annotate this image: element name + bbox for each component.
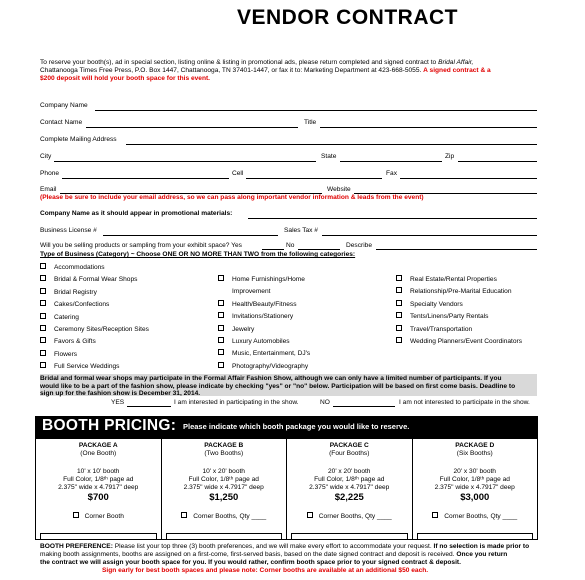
business-type-heading: Type of Business (Category) ~ Choose ONE OR NO MORE THAN TWO from the following categories:: [40, 251, 356, 258]
category-health-beauty[interactable]: Health/Beauty/Fitness: [218, 300, 297, 308]
booth-pricing-bar: [35, 416, 538, 438]
category-luxury-automobiles[interactable]: Luxury Automobiles: [218, 337, 290, 345]
booth-pricing-subtitle: Please indicate which booth package you would like to reserve.: [183, 422, 410, 431]
category-jewelry[interactable]: Jewelry: [218, 325, 254, 333]
fax-field[interactable]: [400, 178, 537, 179]
category-invitations[interactable]: Invitations/Stationery: [218, 312, 293, 320]
category-home-furnishings[interactable]: Home Furnishings/Home: [218, 275, 305, 283]
category-relationship[interactable]: Relationship/Pre-Marital Education: [396, 287, 512, 295]
fashion-text: Bridal and formal wear shops may participate in the Formal Affair Fashion Show, although we can only have a limited number of participants. If you would like to be a part of the fashion show, please indicate by checking "yes" or "no" below. Participation will be based on first come basis. Deadline to sign up for the fashion show is December 31, 2014.: [40, 375, 516, 398]
category-flowers[interactable]: Flowers: [40, 350, 77, 358]
page-title: VENDOR CONTRACT: [237, 6, 458, 29]
package-c[interactable]: PACKAGE C (Four Booths) 20' x 20' booth Full Color, 1/8ᵗʰ page ad 2.375" wide x 4.7917" deep $2,225 Corner Booths, Qty ____: [287, 439, 413, 539]
describe-label: Describe: [346, 242, 373, 249]
promo-name-field[interactable]: [248, 218, 537, 219]
package-a[interactable]: PACKAGE A (One Booth) 10' x 10' booth Full Color, 1/8ᵗʰ page ad 2.375" wide x 4.7917" deep $700 Corner Booth: [36, 439, 162, 539]
promo-name-label: Company Name as it should appear in promotional materials:: [40, 210, 233, 217]
describe-field[interactable]: [376, 249, 537, 250]
package-a-corner[interactable]: Corner Booth: [36, 512, 161, 520]
package-d-corner[interactable]: Corner Booths, Qty ____: [413, 512, 538, 520]
package-d-price: $3,000: [460, 492, 490, 503]
intro-line2-red: A signed contract & a: [423, 67, 491, 74]
mailing-address-field[interactable]: [126, 144, 537, 145]
city-label: City: [40, 153, 52, 160]
fashion-yes-field[interactable]: [127, 406, 171, 407]
category-bridal-registry[interactable]: Bridal Registry: [40, 288, 97, 296]
zip-label: Zip: [445, 153, 455, 160]
package-b-price: $1,250: [209, 492, 239, 503]
email-label: Email: [40, 186, 57, 193]
category-favors-gifts[interactable]: Favors & Gifts: [40, 337, 96, 345]
title-field[interactable]: [320, 127, 537, 128]
cell-label: Cell: [232, 170, 244, 177]
email-note: (Please be sure to include your email address, so we can pass along important vendor information & leads from the event): [40, 194, 424, 201]
package-c-corner[interactable]: Corner Booths, Qty ____: [287, 512, 412, 520]
selling-no-label: No: [286, 242, 295, 249]
intro-paragraph: [40, 59, 540, 83]
category-catering[interactable]: Catering: [40, 313, 79, 321]
contact-name-field[interactable]: [86, 127, 298, 128]
package-d[interactable]: PACKAGE D (Six Booths) 20' x 30' booth Full Color, 1/8ᵗʰ page ad 2.375" wide x 4.7917" deep $3,000 Corner Booths, Qty ____: [413, 439, 538, 539]
fashion-no-text: I am not interested to participate in the show.: [399, 399, 530, 406]
packages-table: [35, 438, 538, 540]
zip-field[interactable]: [458, 161, 537, 162]
state-label: State: [321, 153, 337, 160]
intro-line1: To reserve your booth(s), ad in special section, listing online & listing in promotional ads, please return completed and signed contract to: [40, 59, 437, 66]
contact-name-label: Contact Name: [40, 119, 83, 126]
category-travel[interactable]: Travel/Transportation: [396, 325, 472, 333]
cell-field[interactable]: [246, 178, 382, 179]
booth-pricing-title: BOOTH PRICING:: [42, 417, 177, 434]
intro-line3: $200 deposit will hold your booth space for this event.: [40, 75, 211, 82]
business-license-field[interactable]: [103, 235, 278, 236]
company-name-label: Company Name: [40, 102, 88, 109]
category-improvement: Improvement: [232, 288, 271, 296]
fax-label: Fax: [386, 170, 397, 177]
category-real-estate[interactable]: Real Estate/Rental Properties: [396, 275, 497, 283]
category-ceremony-sites[interactable]: Ceremony Sites/Reception Sites: [40, 325, 149, 333]
category-cakes[interactable]: Cakes/Confections: [40, 300, 109, 308]
booth-preference: BOOTH PREFERENCE: Please list your top three (3) booth preferences, and we will make every effort to accommodate your request. If no selection is made prior to making booth assignments, booths are assigned on a first-come, first-served basis, based on the date signed contract and deposit is received. Once you return the contract we will assign your booth space for you. If you would rather, confirm booth space prior to your signed contract & deposit. Sign early for best booth spaces and please note: Corner booths are available at an additional $50 each.: [40, 543, 530, 574]
selling-yes-field[interactable]: [262, 249, 284, 250]
state-field[interactable]: [340, 161, 442, 162]
intro-line2: Chattanooga Times Free Press, P.O. Box 1447, Chattanooga, TN 37401-1447, or fax it to: Marketing Department at 423-668-5055.: [40, 67, 422, 74]
website-label: Website: [327, 186, 351, 193]
title-label: Title: [304, 119, 317, 126]
selling-no-field[interactable]: [298, 249, 340, 250]
booth-preference-label: BOOTH PREFERENCE:: [40, 543, 113, 550]
category-music-entertainment[interactable]: Music, Entertainment, DJ's: [218, 349, 310, 357]
category-accommodations[interactable]: Accommodations: [40, 263, 105, 271]
category-full-service[interactable]: Full Service Weddings: [40, 362, 119, 370]
package-b[interactable]: PACKAGE B (Two Booths) 10' x 20' booth Full Color, 1/8ᵗʰ page ad 2.375" wide x 4.7917" deep $1,250 Corner Booths, Qty ____: [162, 439, 288, 539]
fashion-no-field[interactable]: [333, 406, 395, 407]
fashion-yes-text: I am interested in participating in the show.: [174, 399, 299, 406]
phone-field[interactable]: [62, 178, 229, 179]
selling-question: Will you be selling products or sampling from your exhibit space? Yes: [40, 242, 242, 249]
business-license-label: Business License #: [40, 227, 97, 234]
phone-label: Phone: [40, 170, 60, 177]
city-field[interactable]: [54, 161, 316, 162]
category-wedding-planners[interactable]: Wedding Planners/Event Coordinators: [396, 337, 522, 345]
fashion-yes-label: YES: [111, 399, 125, 406]
category-bridal-formal[interactable]: Bridal & Formal Wear Shops: [40, 275, 137, 283]
category-tents-linens[interactable]: Tents/Linens/Party Rentals: [396, 312, 488, 320]
category-photography[interactable]: Photography/Videography: [218, 362, 308, 370]
package-a-price: $700: [87, 492, 109, 503]
category-specialty-vendors[interactable]: Specialty Vendors: [396, 300, 463, 308]
company-name-field[interactable]: [95, 110, 537, 111]
booth-preference-red-note: Sign early for best booth spaces and please note: Corner booths are available at an additional $50 each.: [102, 567, 429, 574]
package-c-price: $2,225: [334, 492, 364, 503]
sales-tax-field[interactable]: [322, 235, 537, 236]
fashion-no-label: NO: [320, 399, 330, 406]
mailing-address-label: Complete Mailing Address: [40, 136, 117, 143]
intro-bridal-affair: Bridal Affair,: [438, 59, 474, 66]
sales-tax-label: Sales Tax #: [284, 227, 318, 234]
package-b-corner[interactable]: Corner Booths, Qty ____: [162, 512, 287, 520]
